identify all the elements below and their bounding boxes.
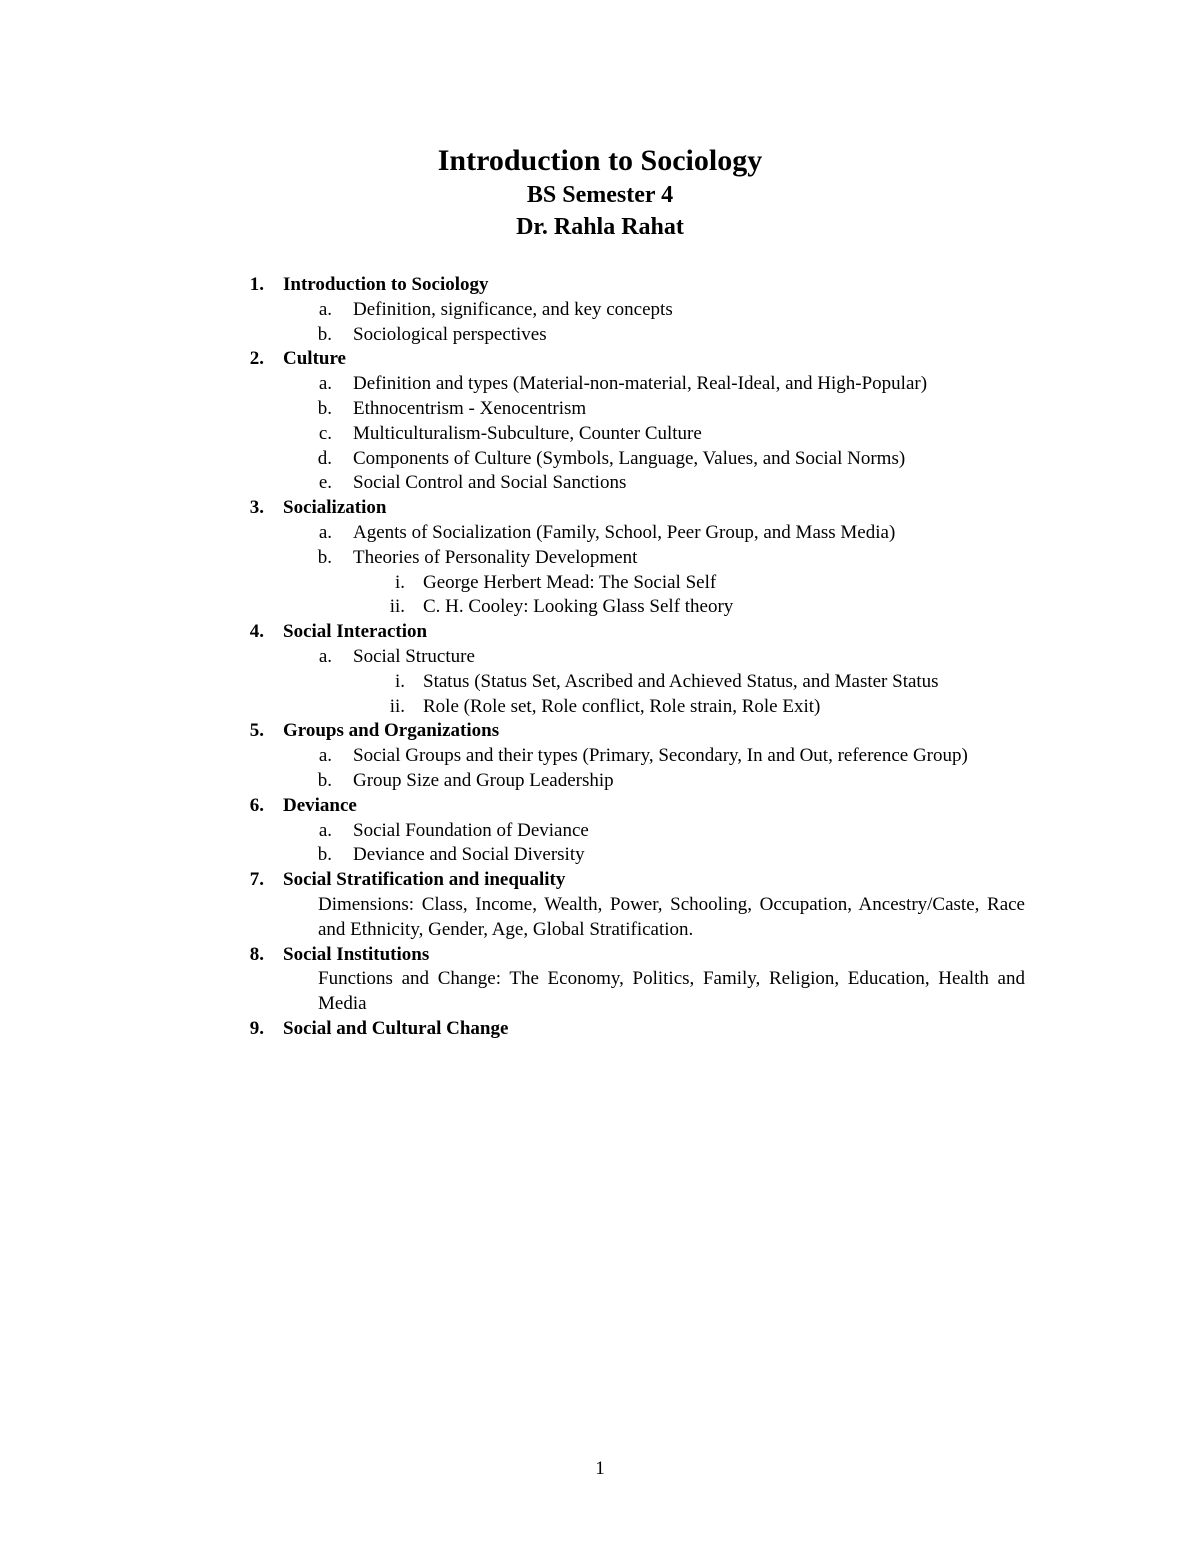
page-title: Introduction to Sociology [437, 144, 763, 177]
section-heading [0, 794, 1200, 819]
section-heading-number: 2. [249, 348, 264, 370]
section-heading [0, 719, 1200, 744]
section-heading-text: Socialization [283, 497, 387, 519]
topic-item-number: b. [317, 546, 332, 568]
course-outline [0, 273, 1200, 1042]
topic-item-number: a. [318, 645, 332, 667]
section-heading-text: Deviance [283, 794, 357, 816]
topic-item [0, 521, 1200, 546]
subtopic-item [0, 595, 1200, 620]
section-heading [0, 347, 1200, 372]
topic-item [0, 744, 1200, 769]
topic-item-number: b. [317, 769, 332, 791]
section-heading [0, 620, 1200, 645]
section-heading-text: Groups and Organizations [283, 720, 500, 742]
topic-item-number: a. [318, 521, 332, 543]
topic-item-number: a. [318, 819, 332, 841]
subtopic-item-number: i. [394, 670, 405, 692]
topic-item-number: d. [317, 447, 332, 469]
topic-item-text: Social Control and Social Sanctions [353, 472, 627, 494]
topic-item-text: Definition, significance, and key concepts [353, 298, 673, 320]
document-header [0, 143, 1200, 243]
subtopic-item [0, 670, 1200, 695]
section-heading [0, 868, 1200, 893]
section-heading [0, 943, 1200, 968]
topic-item [0, 323, 1200, 348]
section-paragraph [0, 893, 1200, 943]
topic-item [0, 397, 1200, 422]
section-heading-text: Social Stratification and inequality [283, 869, 566, 891]
topic-item-number: a. [318, 298, 332, 320]
subtopic-item-text: Role (Role set, Role conflict, Role strain, Role Exit) [423, 695, 821, 717]
topic-item [0, 769, 1200, 794]
topic-item [0, 819, 1200, 844]
topic-item-number: c. [318, 422, 332, 444]
topic-item-text: Components of Culture (Symbols, Language, Values, and Social Norms) [353, 447, 906, 469]
topic-item [0, 298, 1200, 323]
subtopic-item-text: Status (Status Set, Ascribed and Achieved Status, and Master Status [423, 670, 939, 692]
subtopic-item-text: George Herbert Mead: The Social Self [423, 571, 717, 593]
topic-item-text: Social Groups and their types (Primary, Secondary, In and Out, reference Group) [353, 745, 968, 767]
section-heading-text: Social and Cultural Change [283, 1017, 509, 1039]
section-heading [0, 496, 1200, 521]
author-name: Dr. Rahla Rahat [516, 214, 684, 240]
section-heading-text: Social Institutions [283, 943, 430, 965]
topic-item [0, 546, 1200, 571]
section-heading-number: 6. [249, 794, 264, 816]
topic-item-text: Sociological perspectives [353, 323, 547, 345]
topic-item-text: Multiculturalism-Subculture, Counter Culture [353, 422, 702, 444]
topic-item-number: e. [318, 472, 332, 494]
topic-item [0, 447, 1200, 472]
subtopic-item-number: i. [394, 571, 405, 593]
subtopic-item-number: ii. [389, 695, 405, 717]
topic-item-text: Ethnocentrism - Xenocentrism [353, 397, 587, 419]
subtopic-item [0, 695, 1200, 720]
section-heading [0, 1017, 1200, 1042]
topic-item-text: Agents of Socialization (Family, School, Peer Group, and Mass Media) [353, 521, 896, 543]
topic-item [0, 645, 1200, 670]
topic-item [0, 422, 1200, 447]
topic-item-number: b. [317, 323, 332, 345]
page-number: 1 [595, 1458, 605, 1479]
subtopic-item-text: C. H. Cooley: Looking Glass Self theory [423, 596, 734, 618]
subtopic-item-number: ii. [389, 596, 405, 618]
topic-item-number: b. [317, 397, 332, 419]
section-heading-number: 4. [249, 621, 264, 643]
topic-item-text: Social Foundation of Deviance [353, 819, 589, 841]
section-heading-number: 5. [249, 720, 264, 742]
section-heading-text: Introduction to Sociology [283, 274, 489, 295]
topic-item-number: a. [318, 745, 332, 767]
section-heading [0, 273, 1200, 298]
section-heading-number: 9. [249, 1017, 264, 1039]
section-heading-text: Social Interaction [283, 621, 428, 643]
section-paragraph-text: Dimensions: Class, Income, Wealth, Power, Schooling, Occupation, Ancestry/Caste, Race and Ethnicity, Gender, Age, Global Stratification. [318, 893, 1025, 940]
subtopic-item [0, 571, 1200, 596]
topic-item-number: a. [318, 373, 332, 395]
topic-item-text: Group Size and Group Leadership [353, 769, 614, 791]
page-subtitle: BS Semester 4 [526, 182, 674, 208]
section-heading-text: Culture [283, 348, 346, 370]
topic-item-text: Definition and types (Material-non-material, Real-Ideal, and High-Popular) [353, 373, 928, 395]
section-heading-number: 3. [249, 497, 264, 519]
section-heading-number: 8. [249, 943, 264, 965]
section-heading-number: 1. [249, 274, 264, 295]
section-heading-number: 7. [249, 869, 264, 891]
topic-item [0, 471, 1200, 496]
topic-item-text: Deviance and Social Diversity [353, 844, 585, 866]
topic-item-text: Theories of Personality Development [353, 546, 638, 568]
topic-item [0, 843, 1200, 868]
topic-item-text: Social Structure [353, 645, 475, 667]
section-paragraph [0, 967, 1200, 1017]
topic-item-number: b. [317, 844, 332, 866]
section-paragraph-text: Functions and Change: The Economy, Politics, Family, Religion, Education, Health and Media [318, 968, 1025, 1015]
topic-item [0, 372, 1200, 397]
